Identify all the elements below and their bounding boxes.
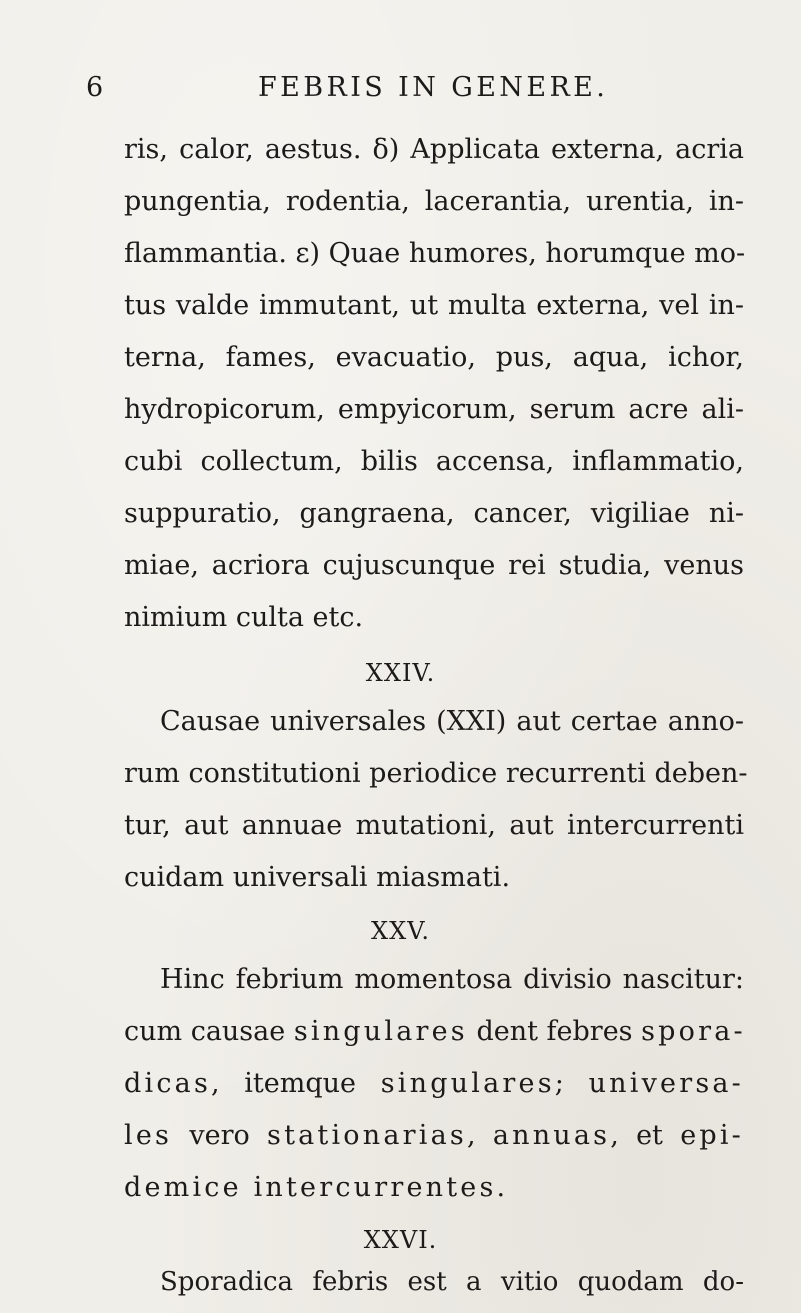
text-line: cuidam universali miasmati. bbox=[124, 862, 511, 893]
text-line: flammantia. ε) Quae humores, horumque mo- bbox=[124, 238, 746, 269]
text-line: demice intercurrentes. bbox=[124, 1172, 509, 1203]
spaced-term: spora- bbox=[641, 1016, 746, 1047]
spaced-term: stationarias bbox=[267, 1120, 467, 1151]
text-run: dent febres bbox=[467, 1016, 642, 1047]
text-run: cum causae bbox=[124, 1016, 294, 1047]
running-title: FEBRIS IN GENERE. bbox=[258, 72, 609, 103]
text-line: Causae universales (XXI) aut certae anno- bbox=[160, 706, 744, 737]
text-run: , et bbox=[610, 1120, 681, 1151]
text-run: , itemque bbox=[211, 1068, 381, 1099]
spaced-term: les bbox=[124, 1120, 173, 1151]
text-line: hydropicorum, empyicorum, serum acre ali- bbox=[124, 394, 744, 425]
text-line bbox=[124, 1012, 744, 1052]
spaced-term: epi- bbox=[680, 1120, 745, 1151]
text-run: vero bbox=[172, 1120, 268, 1151]
spaced-term: singulares bbox=[293, 1016, 468, 1047]
section-heading-xxv: XXV. bbox=[371, 917, 430, 945]
text-run: ; bbox=[554, 1068, 589, 1099]
text-line: suppuratio, gangraena, cancer, vigiliae ni- bbox=[124, 498, 744, 529]
spaced-term: universa- bbox=[588, 1068, 744, 1099]
page-header bbox=[86, 72, 686, 112]
spaced-term: annuas bbox=[492, 1120, 611, 1151]
text-line: tus valde immutant, ut multa externa, vel in- bbox=[124, 290, 744, 321]
section-heading-xxvi: XXVI. bbox=[363, 1226, 438, 1254]
text-line: Hinc febrium momentosa divisio nascitur: bbox=[160, 964, 744, 995]
text-line: Sporadica febris est a vitio quodam do- bbox=[160, 1267, 744, 1297]
text-line bbox=[124, 1064, 744, 1104]
text-line: terna, fames, evacuatio, pus, aqua, ichor, bbox=[124, 342, 744, 373]
spaced-term: dicas bbox=[124, 1068, 211, 1099]
text-line bbox=[124, 1116, 744, 1156]
text-line: pungentia, rodentia, lacerantia, urentia, in- bbox=[124, 186, 744, 217]
text-line: rum constitutioni periodice recurrenti deben- bbox=[124, 758, 748, 789]
spaced-term: singulares bbox=[380, 1068, 555, 1099]
text-line: tur, aut annuae mutationi, aut intercurrenti bbox=[124, 810, 744, 841]
text-line: ris, calor, aestus. δ) Applicata externa, acria bbox=[124, 134, 744, 165]
text-run: , bbox=[466, 1120, 493, 1151]
text-line: cubi collectum, bilis accensa, inflammatio, bbox=[124, 446, 744, 477]
section-heading-xxiv: XXIV. bbox=[365, 659, 436, 687]
text-line: miae, acriora cujuscunque rei studia, venus bbox=[124, 550, 744, 581]
text-line: nimium culta etc. bbox=[124, 602, 364, 633]
page-number: 6 bbox=[86, 72, 107, 103]
